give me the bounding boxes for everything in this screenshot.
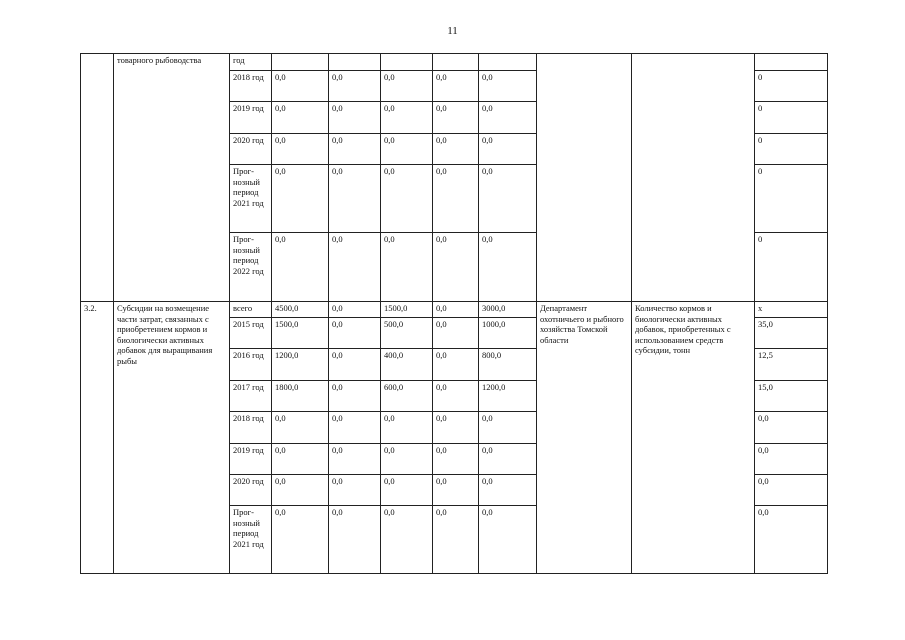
target-cell: 0,0 [755, 444, 828, 475]
value-cell: 1000,0 [479, 318, 537, 349]
value-cell: 0,0 [272, 444, 329, 475]
table-body [81, 54, 828, 574]
period-cell: год [230, 54, 272, 71]
value-cell: 0,0 [381, 506, 433, 574]
value-cell: 0,0 [433, 506, 479, 574]
value-cell: 0,0 [433, 165, 479, 233]
value-cell: 400,0 [381, 349, 433, 381]
item-name-cell: Субсидии на возмещение части затрат, связанных с приобретением кормов и биологически активных добавок для выращивания рыбы [114, 302, 230, 574]
value-cell: 0,0 [433, 318, 479, 349]
value-cell: 0,0 [272, 71, 329, 102]
target-cell: 0 [755, 71, 828, 102]
target-cell: 15,0 [755, 381, 828, 412]
value-cell: 0,0 [329, 381, 381, 412]
value-cell: 0,0 [329, 475, 381, 506]
executor-cell [537, 54, 632, 302]
target-cell: 0,0 [755, 506, 828, 574]
value-cell: 0,0 [433, 381, 479, 412]
value-cell: 0,0 [381, 412, 433, 444]
value-cell: 0,0 [381, 71, 433, 102]
period-cell: 2019 год [230, 102, 272, 134]
value-cell: 0,0 [329, 318, 381, 349]
value-cell: 0,0 [272, 233, 329, 302]
value-cell: 1500,0 [381, 302, 433, 318]
value-cell: 0,0 [272, 165, 329, 233]
value-cell: 0,0 [479, 102, 537, 134]
value-cell: 1800,0 [272, 381, 329, 412]
period-cell: 2015 год [230, 318, 272, 349]
target-cell: 0 [755, 102, 828, 134]
value-cell: 0,0 [479, 475, 537, 506]
period-cell: Прог-нозный период 2021 год [230, 506, 272, 574]
period-cell: 2019 год [230, 444, 272, 475]
table-row [81, 54, 828, 71]
program-table [80, 53, 828, 574]
measure-name: товарного рыбоводства [117, 55, 202, 65]
value-cell: 0,0 [479, 233, 537, 302]
value-cell [479, 54, 537, 71]
value-cell: 0,0 [272, 412, 329, 444]
value-cell: 1200,0 [479, 381, 537, 412]
target-cell: 0 [755, 165, 828, 233]
value-cell: 1500,0 [272, 318, 329, 349]
period-cell: 2017 год [230, 381, 272, 412]
value-cell: 0,0 [329, 349, 381, 381]
value-cell: 0,0 [329, 444, 381, 475]
period-cell: Прог-нозный период 2021 год [230, 165, 272, 233]
value-cell: 0,0 [433, 233, 479, 302]
value-cell: 1200,0 [272, 349, 329, 381]
period-cell: Прог-нозный период 2022 год [230, 233, 272, 302]
value-cell: 600,0 [381, 381, 433, 412]
executor-cell: Департамент охотничьего и рыбного хозяйства Томской области [537, 302, 632, 574]
value-cell: 0,0 [272, 134, 329, 165]
value-cell: 0,0 [381, 165, 433, 233]
value-cell: 0,0 [479, 506, 537, 574]
target-cell: 35,0 [755, 318, 828, 349]
period-cell: 2016 год [230, 349, 272, 381]
target-cell: х [755, 302, 828, 318]
value-cell: 0,0 [433, 349, 479, 381]
table-row [81, 302, 828, 318]
value-cell: 800,0 [479, 349, 537, 381]
value-cell: 0,0 [272, 506, 329, 574]
value-cell [433, 54, 479, 71]
name-cell [114, 54, 230, 302]
value-cell: 0,0 [329, 302, 381, 318]
value-cell: 0,0 [329, 71, 381, 102]
value-cell: 0,0 [479, 165, 537, 233]
target-cell [755, 54, 828, 71]
period-cell: 2020 год [230, 475, 272, 506]
period-cell: 2018 год [230, 412, 272, 444]
value-cell [272, 54, 329, 71]
value-cell: 0,0 [479, 71, 537, 102]
target-cell: 0 [755, 134, 828, 165]
period-cell: 2018 год [230, 71, 272, 102]
indicator-cell: Количество кормов и биологически активных добавок, приобретенных с использованием средств субсидии, тонн [632, 302, 755, 574]
value-cell: 0,0 [433, 444, 479, 475]
value-cell: 0,0 [329, 165, 381, 233]
value-cell: 0,0 [479, 444, 537, 475]
num-cell [81, 54, 114, 302]
indicator-cell [632, 54, 755, 302]
value-cell: 0,0 [433, 102, 479, 134]
target-cell: 0,0 [755, 412, 828, 444]
value-cell: 0,0 [433, 475, 479, 506]
value-cell: 0,0 [433, 134, 479, 165]
value-cell: 0,0 [479, 134, 537, 165]
value-cell: 0,0 [329, 102, 381, 134]
value-cell: 0,0 [329, 134, 381, 165]
value-cell: 4500,0 [272, 302, 329, 318]
item-number-cell: 3.2. [81, 302, 114, 574]
value-cell: 0,0 [381, 102, 433, 134]
value-cell [381, 54, 433, 71]
value-cell: 0,0 [329, 233, 381, 302]
value-cell: 0,0 [433, 302, 479, 318]
value-cell: 0,0 [433, 412, 479, 444]
target-cell: 0,0 [755, 475, 828, 506]
value-cell: 0,0 [329, 506, 381, 574]
value-cell: 0,0 [479, 412, 537, 444]
value-cell: 500,0 [381, 318, 433, 349]
value-cell: 0,0 [329, 412, 381, 444]
target-cell: 0 [755, 233, 828, 302]
value-cell: 0,0 [381, 134, 433, 165]
value-cell: 0,0 [433, 71, 479, 102]
value-cell: 0,0 [272, 102, 329, 134]
value-cell: 0,0 [381, 475, 433, 506]
page-number: 11 [447, 25, 458, 37]
target-cell: 12,5 [755, 349, 828, 381]
period-cell: 2020 год [230, 134, 272, 165]
value-cell: 0,0 [381, 444, 433, 475]
period-cell: всего [230, 302, 272, 318]
value-cell: 0,0 [381, 233, 433, 302]
value-cell: 0,0 [272, 475, 329, 506]
value-cell [329, 54, 381, 71]
value-cell: 3000,0 [479, 302, 537, 318]
